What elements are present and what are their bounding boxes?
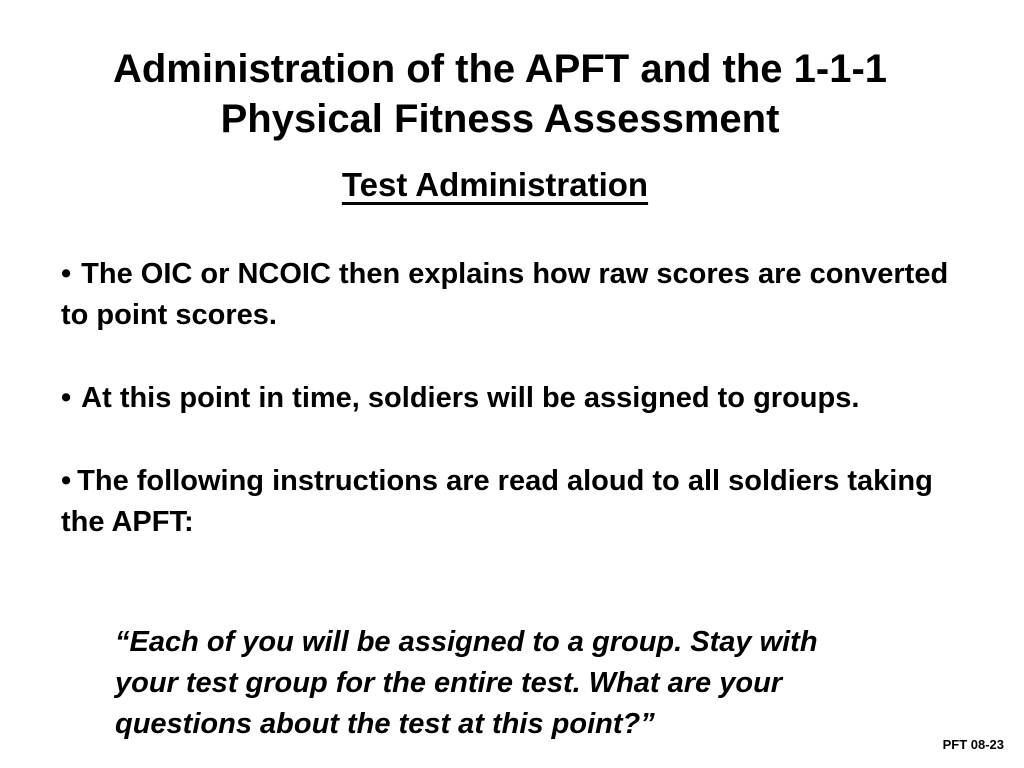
quote-line: your test group for the entire test. What are your bbox=[115, 667, 783, 699]
bullet-text: The OIC or NCOIC then explains how raw scores are converted to point scores. bbox=[61, 258, 949, 331]
quote-line: questions about the test at this point?” bbox=[115, 708, 655, 740]
slide-title bbox=[0, 44, 1000, 144]
instruction-quote bbox=[115, 622, 975, 745]
bullet-item bbox=[61, 461, 981, 543]
bullet-item bbox=[61, 378, 981, 419]
slide-title-line: Physical Fitness Assessment bbox=[220, 97, 780, 141]
slide-code: PFT 08-23 bbox=[942, 737, 1004, 752]
bullet-item bbox=[61, 254, 981, 336]
bullet-dot: • bbox=[61, 382, 72, 414]
section-subtitle: Test Administration bbox=[341, 166, 649, 203]
bullet-dot: • bbox=[61, 258, 72, 290]
bullet-text: At this point in time, soldiers will be assigned to groups. bbox=[81, 382, 860, 414]
bullet-dot: • bbox=[61, 465, 72, 497]
slide-title-line: Administration of the APFT and the 1-1-1 bbox=[112, 47, 888, 91]
bullet-text: The following instructions are read aloud to all soldiers taking the APFT: bbox=[61, 465, 933, 538]
bullet-list bbox=[61, 254, 981, 585]
quote-line: “Each of you will be assigned to a group. Stay with bbox=[115, 626, 818, 658]
